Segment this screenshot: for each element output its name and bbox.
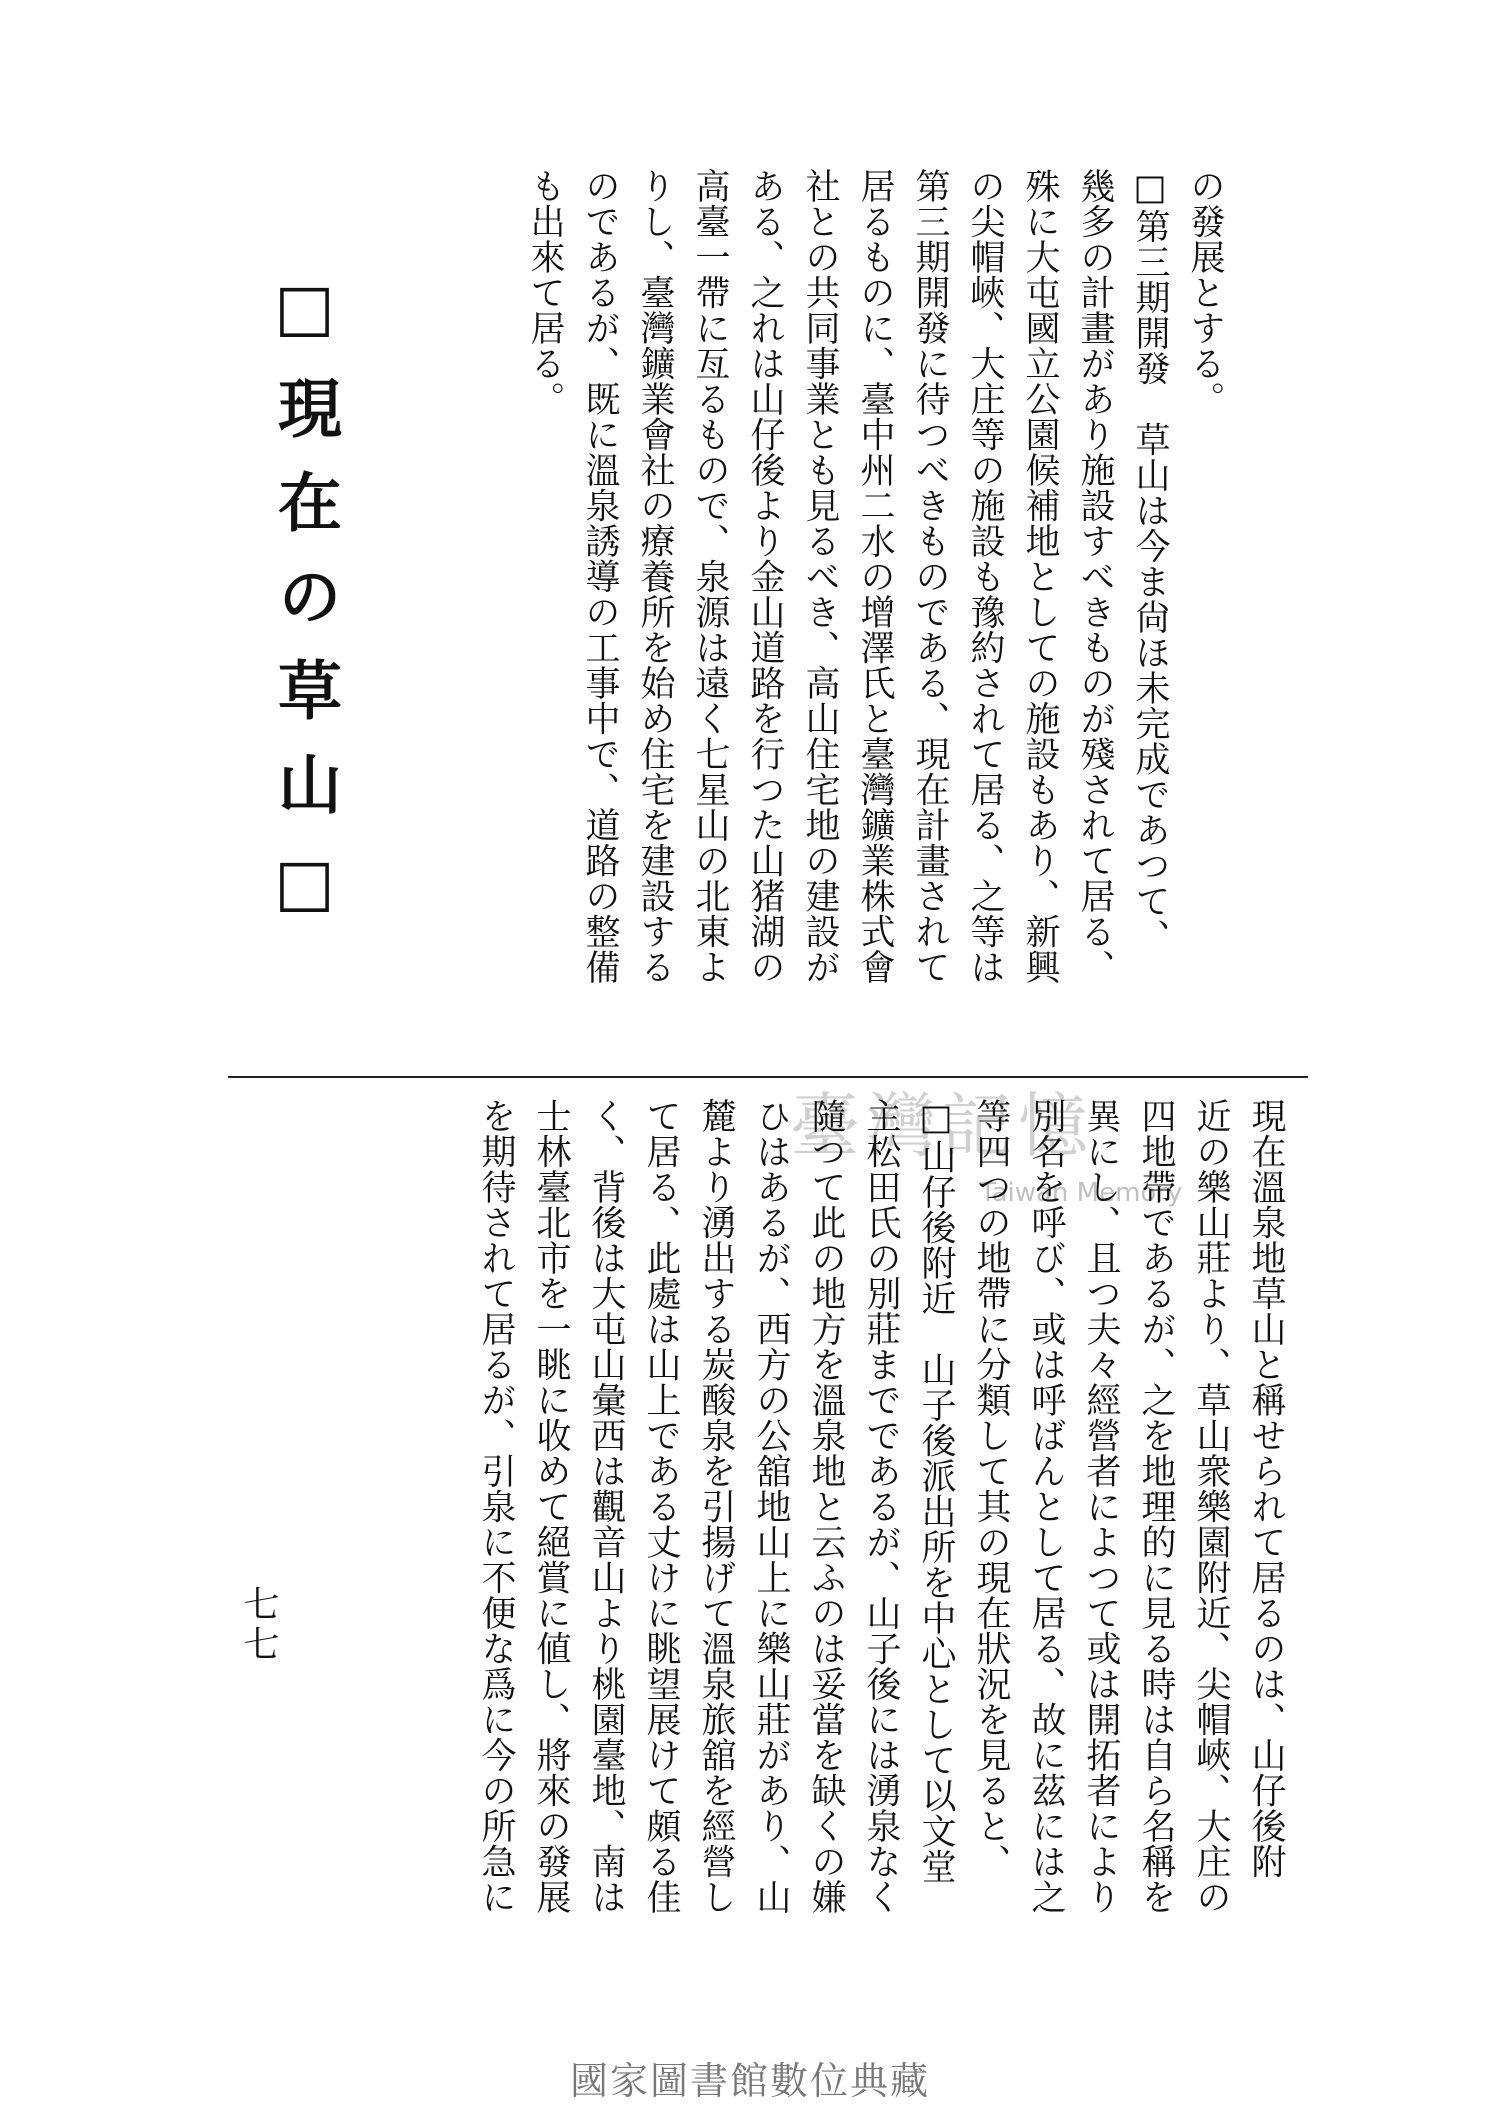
bottom-column-6: 等四つの地帶に分類して其の現在狀況を見ると、 xyxy=(971,1098,1011,1879)
bottom-column-5: 別名を呼び、或は呼ばんとして居る、故に茲には之 xyxy=(1026,1098,1066,1915)
top-column-8: 社との共同事業とも見るべき、高山住宅地の建設が xyxy=(800,168,840,985)
top-column-7: 居るものに、臺中州二水の增澤氏と臺灣鑛業株式會 xyxy=(855,168,895,985)
bottom-column-3: 四地帶であるが、之を地理的に見る時は自ら名稱を xyxy=(1136,1098,1176,1915)
bottom-column-11: 麓より湧出する炭酸泉を引揚げて溫泉旅舘を經營し xyxy=(696,1098,736,1915)
bottom-column-1: 現在溫泉地草山と稱せられて居るのは、山仔後附 xyxy=(1246,1098,1286,1879)
top-column-1: の發展とする。 xyxy=(1185,168,1225,417)
watermark-logo-text: 臺灣記憶 xyxy=(790,1085,1094,1167)
bottom-column-2: 近の樂山莊より、草山衆樂園附近、尖帽峽、大庄の xyxy=(1191,1098,1231,1915)
bottom-column-12: て居る、此處は山上である丈けに眺望展けて頗る佳 xyxy=(641,1098,681,1915)
library-footer: 國家圖書館數位典藏 xyxy=(569,2059,930,2103)
top-column-2: □第三期開發 草山は今ま尙ほ未完成であつて、 xyxy=(1130,168,1170,954)
bottom-column-10: ひはあるが、西方の公舘地山上に樂山莊があり、山 xyxy=(751,1098,791,1915)
top-column-10: 高臺一帶に亙るもので、泉源は遠く七星山の北東よ xyxy=(690,168,730,985)
watermark-logo-subtext: Taiwan Memory xyxy=(980,1178,1183,1208)
bottom-column-13: く、背後は大屯山彙西は觀音山より桃園臺地、南は xyxy=(586,1098,626,1915)
page-number: 七七 xyxy=(238,1585,279,1665)
top-column-11: りし、臺灣鑛業會社の療養所を始め住宅を建設する xyxy=(635,168,675,985)
section-divider xyxy=(228,1076,1308,1078)
section-heading: □現在の草山□ xyxy=(267,270,342,950)
bottom-column-7: □山仔後附近 山子後派出所を中心として以文堂 xyxy=(916,1098,956,1884)
top-column-3: 幾多の計畫があり施設すべきものが殘されて居る、 xyxy=(1075,168,1115,985)
top-column-6: 第三期開發に待つべきものである、現在計畫されて xyxy=(910,168,950,985)
top-column-9: ある、之れは山仔後より金山道路を行つた山猪湖の xyxy=(745,168,785,985)
top-column-12: のであるが、既に溫泉誘導の工事中で、道路の整備 xyxy=(580,168,620,985)
bottom-column-14: 士林臺北市を一眺に收めて絕賞に値し、將來の發展 xyxy=(531,1098,571,1915)
bottom-column-9: 隨つて此の地方を溫泉地と云ふのは妥當を缺くの嫌 xyxy=(806,1098,846,1915)
top-column-13: も出來て居る。 xyxy=(525,168,565,417)
top-column-4: 殊に大屯國立公園候補地としての施設もあり、新興 xyxy=(1020,168,1060,985)
bottom-column-8: 主松田氏の別莊までであるが、山子後には湧泉なく xyxy=(861,1098,901,1915)
bottom-column-15: を期待されて居るが、引泉に不便な爲に今の所急に xyxy=(476,1098,516,1915)
top-column-5: の尖帽峽、大庄等の施設も豫約されて居る、之等は xyxy=(965,168,1005,985)
bottom-column-4: 異にし、且つ夫々經營者によつて或は開拓者により xyxy=(1081,1098,1121,1915)
